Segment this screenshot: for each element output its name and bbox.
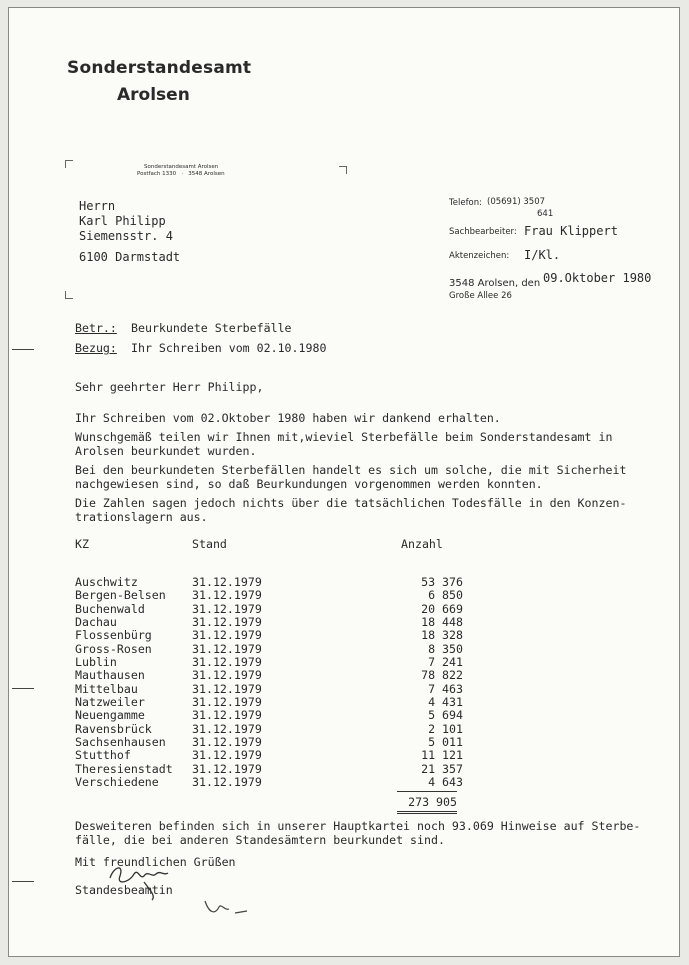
sender-line-1: Sonderstandesamt Arolsen [144,164,219,170]
table-header-stand: Stand [192,537,227,551]
telefon-label: Telefon: [449,198,483,208]
death-count: 21 357 [421,761,463,776]
stand-date: 31.12.1979 [192,748,262,763]
paragraph-3-line-2: nachgewiesen sind, so daß Beurkundungen vorgenommen werden konnten. [75,477,543,491]
aktenzeichen-value: I/Kl. [524,248,561,262]
death-count: 6 850 [428,588,463,603]
paragraph-1: Ihr Schreiben vom 02.Oktober 1980 haben wir dankend erhalten. [75,411,501,425]
letter-date: 09.Oktober 1980 [543,271,652,285]
death-count: 53 376 [421,575,463,589]
paragraph-5-line-1: Desweiteren befinden sich in unserer Hauptkartei noch 93.069 Hinweise auf Sterbe- [75,819,641,833]
sachbearbeiter-label: Sachbearbeiter: [449,227,517,237]
initials-scribble [199,893,279,923]
betr-value: Beurkundete Sterbefälle [131,321,292,335]
camp-name: Lublin [75,655,117,670]
total-double-rule-2 [397,813,457,814]
camp-name: Mittelbau [75,681,138,696]
sender-line-2: Postfach 1330 · 3548 Arolsen [137,171,225,177]
paragraph-5-line-2: fälle, die bei anderen Standesämtern beurkundet sind. [75,833,445,847]
camp-name: Stutthof [75,748,131,763]
camp-name: Mauthausen [75,668,145,683]
camp-name: Dachau [75,615,117,630]
greeting: Sehr geehrter Herr Philipp, [75,380,264,394]
signer-title: Standesbeamtin [75,883,173,897]
death-count: 8 350 [428,641,463,656]
stand-date: 31.12.1979 [192,735,262,750]
telefon-extension: 641 [537,209,554,219]
office-street: Große Allee 26 [449,291,512,301]
closing-regards: Mit freundlichen Grüßen [75,855,236,869]
camp-name: Auschwitz [75,575,138,589]
letter-page [8,7,680,957]
table-header-kz: KZ [75,537,89,551]
death-count: 4 643 [428,775,463,790]
stand-date: 31.12.1979 [192,681,262,696]
death-count: 18 448 [421,615,463,630]
camp-name: Bergen-Belsen [75,588,166,603]
stand-date: 31.12.1979 [192,761,262,776]
stand-date: 31.12.1979 [192,655,262,670]
camp-name: Gross-Rosen [75,641,152,656]
window-corner-tr [339,166,347,174]
camp-name: Buchenwald [75,601,145,616]
fold-mark-top [12,349,34,350]
window-corner-bl [65,291,73,299]
recipient-city: 6100 Darmstadt [79,250,181,264]
death-count: 11 121 [421,748,463,763]
fold-mark-middle [12,688,34,689]
bezug-label: Bezug: [75,341,117,355]
table-header-anzahl: Anzahl [401,537,443,551]
stand-date: 31.12.1979 [192,708,262,723]
fold-mark-bottom [12,881,34,882]
death-count: 5 011 [428,735,463,750]
camp-name: Ravensbrück [75,721,152,736]
death-count: 4 431 [428,695,463,710]
recipient-name: Karl Philipp [79,214,166,228]
camp-name: Flossenbürg [75,628,152,643]
stand-date: 31.12.1979 [192,575,262,589]
letterhead-line2: Arolsen [117,85,190,105]
bezug-value: Ihr Schreiben vom 02.10.1980 [131,341,327,355]
death-count: 5 694 [428,708,463,723]
stand-date: 31.12.1979 [192,641,262,656]
stand-date: 31.12.1979 [192,721,262,736]
stand-date: 31.12.1979 [192,695,262,710]
stand-date: 31.12.1979 [192,601,262,616]
total-double-rule-1 [397,811,457,812]
paragraph-4-line-1: Die Zahlen sagen jedoch nichts über die tatsächlichen Todesfälle in den Konzen- [75,496,627,510]
place-label: 3548 Arolsen, den [449,278,541,289]
aktenzeichen-label: Aktenzeichen: [449,251,510,261]
stand-date: 31.12.1979 [192,668,262,683]
telefon-value: (05691) 3507 [487,197,546,207]
death-count: 7 463 [428,681,463,696]
window-corner-tl [65,160,73,168]
camp-name: Theresienstadt [75,761,173,776]
camp-name: Verschiedene [75,775,159,790]
death-count: 78 822 [421,668,463,683]
paragraph-3-line-1: Bei den beurkundeten Sterbefällen handelt es sich um solche, die mit Sicherheit [75,463,627,477]
signature-scribble [104,856,204,904]
camp-name: Neuengamme [75,708,145,723]
paragraph-4-line-2: trationslagern aus. [75,510,208,524]
stand-date: 31.12.1979 [192,628,262,643]
recipient-salutation: Herrn [79,199,116,213]
death-count: 2 101 [428,721,463,736]
paragraph-2-line-1: Wunschgemäß teilen wir Ihnen mit,wieviel Sterbefälle beim Sonderstandesamt in [75,430,613,444]
recipient-street: Siemensstr. 4 [79,229,173,243]
paragraph-2-line-2: Arolsen beurkundet wurden. [75,444,257,458]
letterhead-line1: Sonderstandesamt [67,58,252,78]
sachbearbeiter-value: Frau Klippert [524,224,618,238]
stand-date: 31.12.1979 [192,775,262,790]
betr-label: Betr.: [75,321,117,335]
table-total: 273 905 [408,795,457,809]
death-count: 18 328 [421,628,463,643]
death-count: 20 669 [421,601,463,616]
sum-rule [397,791,457,792]
camp-name: Sachsenhausen [75,735,166,750]
stand-date: 31.12.1979 [192,588,262,603]
death-count: 7 241 [428,655,463,670]
stand-date: 31.12.1979 [192,615,262,630]
camp-name: Natzweiler [75,695,145,710]
